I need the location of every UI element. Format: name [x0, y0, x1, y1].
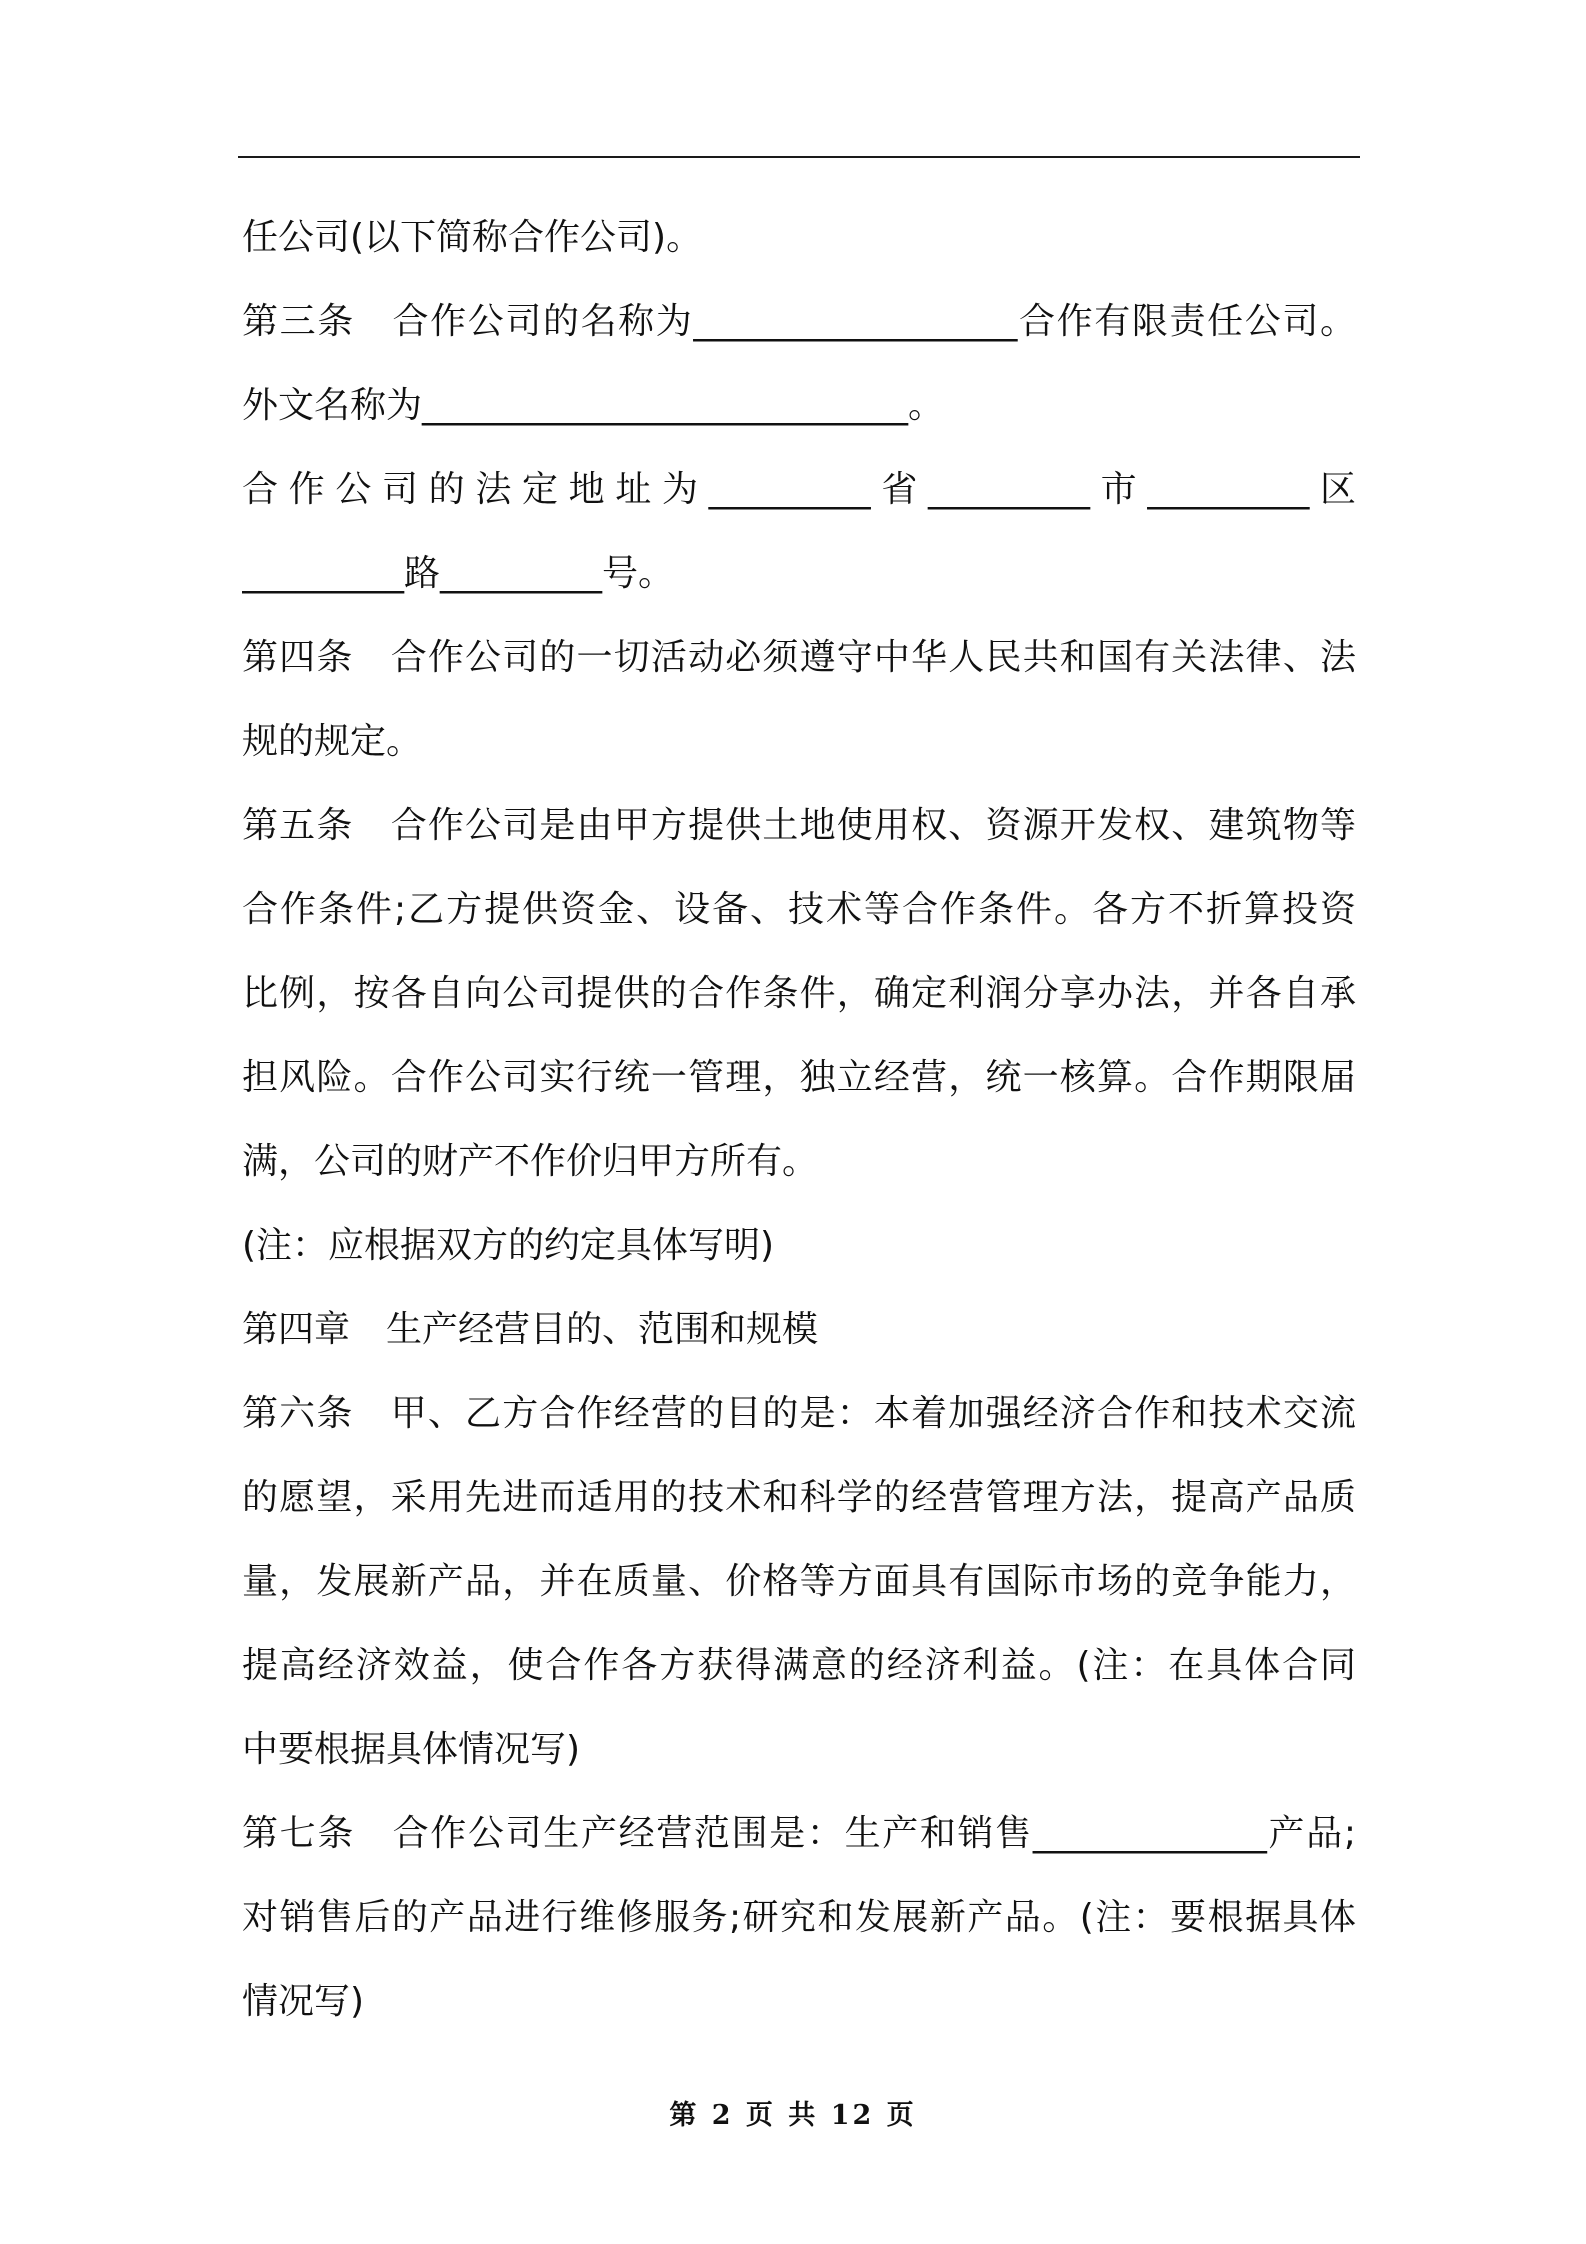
text-line: 第五条 合作公司是由甲方提供土地使用权、资源开发权、建筑物等	[242, 805, 1356, 846]
text-line: 的愿望，采用先进而适用的技术和科学的经营管理方法，提高产品质	[242, 1477, 1356, 1518]
text-line: (注：应根据双方的约定具体写明)	[242, 1225, 775, 1266]
text-line: 第三条 合作公司的名称为__________________合作有限责任公司。	[242, 301, 1356, 342]
text-line: 规的规定。	[242, 721, 423, 762]
text-line: 合作公司的法定地址为_________省_________市_________区	[242, 469, 1356, 510]
text-line: _________路_________号。	[242, 553, 675, 594]
text-line: 满，公司的财产不作价归甲方所有。	[242, 1141, 819, 1182]
text-line: 比例，按各自向公司提供的合作条件，确定利润分享办法，并各自承	[242, 973, 1356, 1014]
document-body	[242, 196, 1356, 2044]
page-number-footer: 第 2 页 共 12 页	[669, 2100, 917, 2131]
text-line: 第六条 甲、乙方合作经营的目的是：本着加强经济合作和技术交流	[242, 1393, 1356, 1434]
text-line: 第四章 生产经营目的、范围和规模	[242, 1309, 819, 1350]
text-line: 中要根据具体情况写)	[242, 1729, 581, 1770]
text-line: 外文名称为___________________________。	[242, 385, 945, 426]
text-line: 提高经济效益，使合作各方获得满意的经济利益。(注：在具体合同	[242, 1645, 1356, 1686]
text-line: 对销售后的产品进行维修服务;研究和发展新产品。(注：要根据具体	[242, 1897, 1356, 1938]
text-line: 合作条件;乙方提供资金、设备、技术等合作条件。各方不折算投资	[242, 889, 1356, 930]
text-line: 情况写)	[242, 1981, 365, 2022]
header-rule	[238, 156, 1360, 158]
text-line: 任公司(以下简称合作公司)。	[242, 217, 703, 258]
text-line: 第七条 合作公司生产经营范围是：生产和销售_____________产品;	[242, 1813, 1356, 1854]
text-line: 量，发展新产品，并在质量、价格等方面具有国际市场的竞争能力，	[242, 1561, 1356, 1602]
text-line: 担风险。合作公司实行统一管理，独立经营，统一核算。合作期限届	[242, 1057, 1356, 1098]
text-line: 第四条 合作公司的一切活动必须遵守中华人民共和国有关法律、法	[242, 637, 1356, 678]
